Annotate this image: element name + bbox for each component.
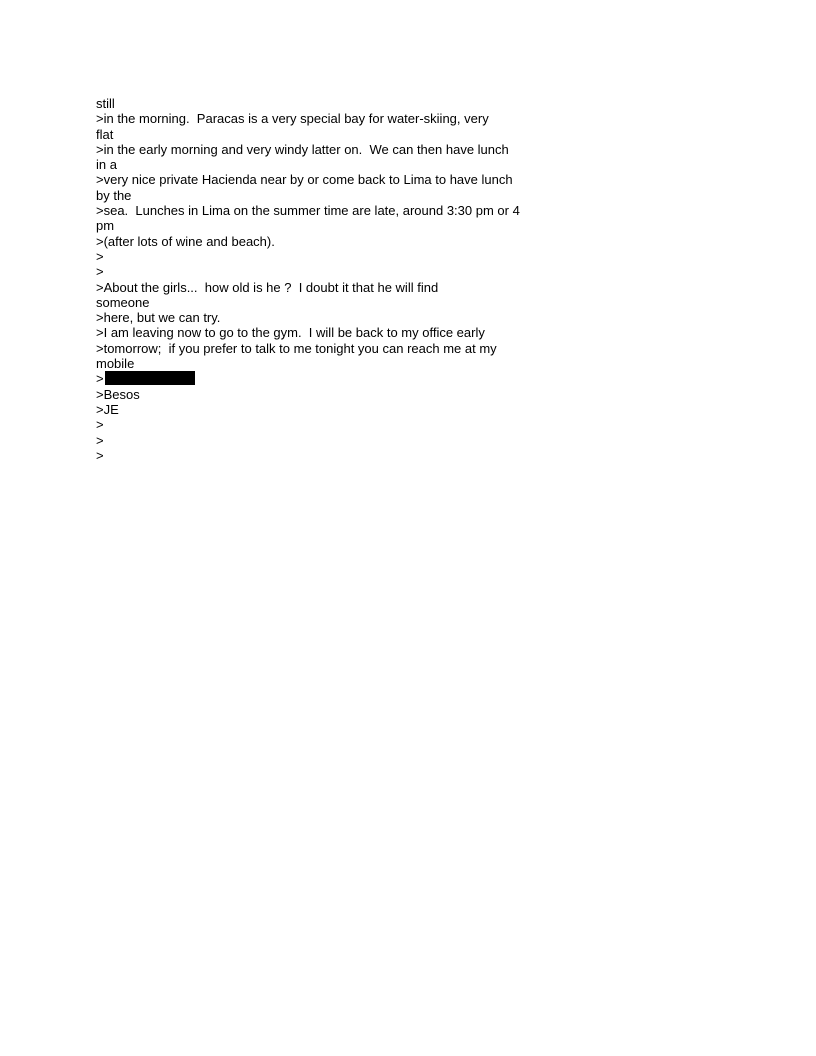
email-line: >tomorrow; if you prefer to talk to me tonight you can reach me at my (96, 340, 497, 356)
email-line: pm (96, 218, 115, 234)
email-line: > (96, 264, 104, 280)
email-line-redacted (96, 371, 556, 386)
email-line: mobile (96, 356, 135, 372)
email-line: >(after lots of wine and beach). (96, 233, 275, 249)
email-line: > (96, 417, 104, 433)
redaction-block (105, 371, 195, 385)
email-line: >in the early morning and very windy latter on. We can then have lunch (96, 141, 509, 157)
email-line: > (96, 248, 104, 264)
email-line: >JE (96, 401, 119, 417)
email-line: >very nice private Hacienda near by or come back to Lima to have lunch (96, 172, 513, 188)
quote-marker: > (96, 371, 104, 387)
email-line: >in the morning. Paracas is a very special bay for water-skiing, very (96, 111, 489, 127)
email-line: still (96, 96, 115, 111)
email-body (96, 96, 556, 463)
email-line: >here, but we can try. (96, 310, 221, 326)
email-line: >About the girls... how old is he ? I doubt it that he will find (96, 279, 439, 295)
email-line: by the (96, 187, 132, 203)
email-line: >I am leaving now to go to the gym. I will be back to my office early (96, 325, 485, 341)
email-line: >sea. Lunches in Lima on the summer time are late, around 3:30 pm or 4 (96, 203, 520, 219)
email-line: > (96, 432, 104, 448)
email-line: flat (96, 126, 114, 142)
email-line: in a (96, 157, 117, 173)
email-line: someone (96, 294, 150, 310)
email-line: >Besos (96, 386, 140, 402)
email-line: > (96, 447, 104, 463)
